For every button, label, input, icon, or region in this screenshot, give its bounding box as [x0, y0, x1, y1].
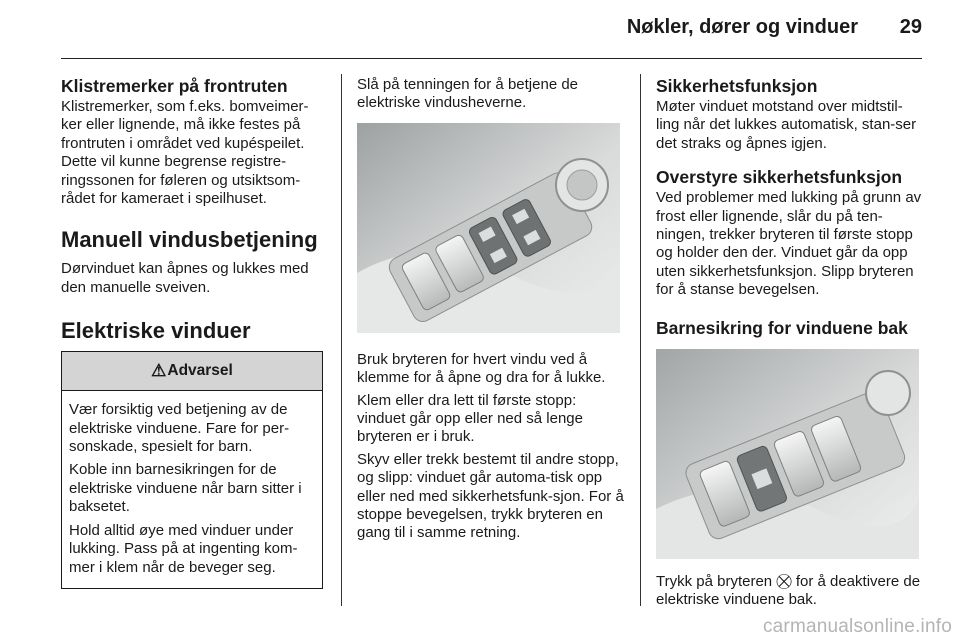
warning-title: Advarsel: [167, 362, 233, 380]
warning-triangle-icon: ⚠: [151, 361, 167, 381]
photo-child-lock-switch: [656, 349, 919, 559]
heading-manual-window: Manuell vindusbetjening: [61, 227, 318, 253]
paragraph-manual-window: Dørvinduet kan åpnes og lukkes med den manuelle sveiven.: [61, 260, 309, 296]
warning-paragraph-2: Koble inn barnesikringen for de elektriske vinduene når barn sitter i baksetet.: [69, 461, 302, 516]
paragraph-child-lock: [656, 573, 924, 610]
header-rule: [61, 58, 922, 59]
heading-windshield-stickers: Klistremerker på frontruten: [61, 76, 288, 96]
paragraph-override-safety: Ved problemer med lukking på grunn av frost eller lignende, slår du på ten-ningen, trekker bryteren til første stopp og holder den der. Vinduet går da opp uten sikkerhetsfunksjon. Slipp bryteren for å stanse bevegelsen.: [656, 189, 922, 299]
window-switch-panel-illustration: [357, 123, 620, 333]
column-right: [656, 76, 924, 613]
photo-window-switches: [357, 123, 620, 333]
heading-child-lock: Barnesikring for vinduene bak: [656, 317, 908, 338]
paragraph-second-stop: Skyv eller trekk bestemt til andre stopp, og slipp: vinduet går automa-tisk opp eller ned med sikkerhetsfunk-sjon. For å stoppe bevegelsen, trykk bryteren en gang til i samme retning.: [357, 450, 624, 542]
paragraph-switch-usage: Bruk bryteren for hvert vindu ved å klemme for å åpne og dra for å lukke.: [357, 350, 606, 387]
warning-box: [61, 351, 323, 589]
watermark-text: carmanualsonline.info: [762, 616, 952, 637]
column-left: [61, 76, 323, 589]
warning-header: [62, 352, 322, 391]
column-divider-2: [640, 74, 641, 606]
paragraph-ignition: Slå på tenningen for å betjene de elektriske vindusheverne.: [357, 76, 579, 112]
paragraph-safety-function: Møter vinduet motstand over midtstil-ling når det lukkes automatisk, stan-ser det straks og åpnes igjen.: [656, 98, 917, 152]
warning-paragraph-1: Vær forsiktig ved betjening av de elektriske vinduene. Fare for per-sonskade, spesielt for barn.: [69, 401, 290, 456]
warning-paragraph-3: Hold alltid øye med vinduer under lukking. Pass på at ingenting kom-mer i klem når de beveger seg.: [69, 521, 298, 576]
page-header-title: Nøkler, dører og vinduer: [626, 16, 858, 38]
heading-power-windows: Elektriske vinduer: [61, 318, 251, 344]
child-lock-text-before: Trykk på bryteren: [656, 572, 773, 590]
child-lock-text-after: for å deaktivere de elektriske vinduene bak.: [656, 572, 921, 609]
heading-safety-function: Sikkerhetsfunksjon: [656, 76, 818, 96]
paragraph-windshield-stickers: Klistremerker, som f.eks. bomveimer-ker eller lignende, må ikke festes på frontruten i området ved kupéspeilet. Dette vil kunne begrense registre-ringssonen for føleren og utsiktsom-rådet for kameraet i speilhuset.: [61, 98, 309, 208]
column-divider-1: [341, 74, 342, 606]
column-middle: [357, 76, 625, 547]
page-number: 29: [899, 16, 922, 38]
warning-body: [62, 391, 322, 588]
child-lock-switch-illustration: [656, 349, 919, 559]
paragraph-first-stop: Klem eller dra lett til første stopp: vinduet går opp eller ned så lenge bryteren er i bruk.: [357, 391, 583, 446]
heading-override-safety: Overstyre sikkerhetsfunksjon: [656, 167, 903, 188]
child-lock-symbol-icon: ⛒: [776, 572, 792, 590]
